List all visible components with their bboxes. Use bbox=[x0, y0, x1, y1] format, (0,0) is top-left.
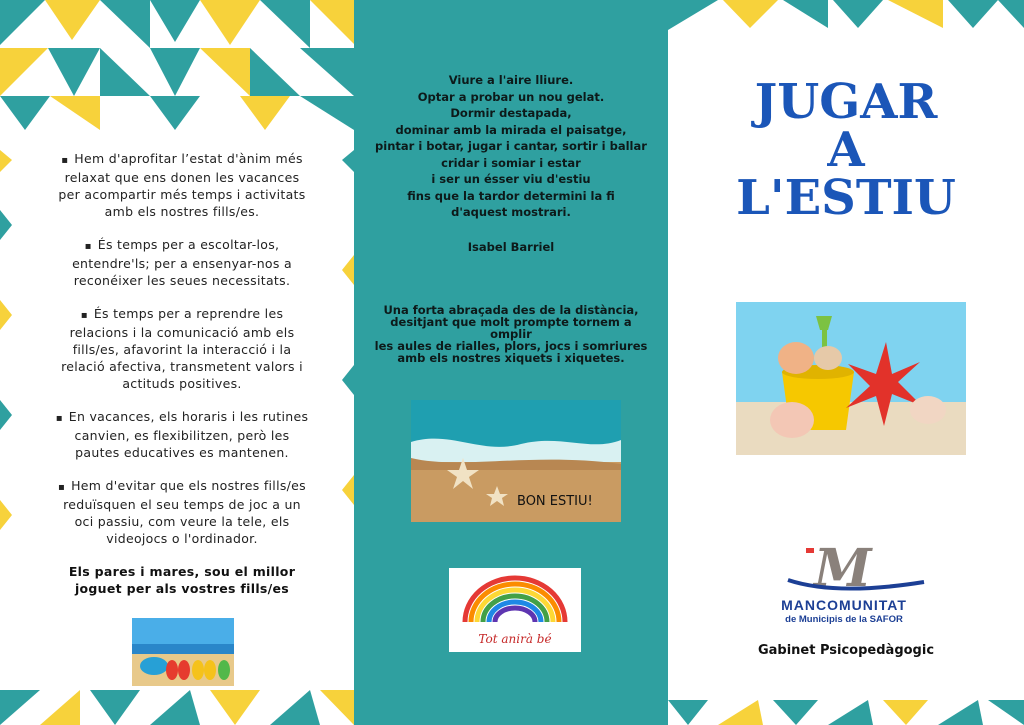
rainbow-image bbox=[449, 568, 581, 652]
beach-toys-image bbox=[736, 302, 966, 455]
poem: Viure a l'aire lliure. Optar a probar un nou gelat. Dormir destapada, dominar amb la mirada el paisatge, pintar i botar, jugar i cantar, sortir i ballar cridar i somiar i estar i ser un ésser viu d'estiu fins que la tardor determini la fi d'aquest mostrari. bbox=[375, 73, 647, 219]
svg-text:M: M bbox=[814, 540, 872, 599]
rainbow-caption: Tot anirà bé bbox=[478, 632, 552, 646]
left-content-card bbox=[12, 130, 342, 690]
advice-item: ▪ Hem d'evitar que els nostres fills/es reduïsquen el seu temps de joc a un oci passiu, com veure la tele, els videojocs o l'ordinador. bbox=[58, 478, 306, 546]
advice-item: ▪ Hem d'aprofitar l’estat d'ànim més relaxat que ens donen les vacances per acompartir més temps i activitats amb els nostres fills/es. bbox=[58, 151, 306, 219]
beach-flip-flops-image bbox=[132, 618, 234, 686]
advice-item: ▪ En vacances, els horaris i les rutines canvien, es flexibilitzen, però les pautes educatives es mantenen. bbox=[55, 409, 309, 460]
advice-list bbox=[54, 150, 310, 597]
advice-item: ▪ És temps per a escoltar-los, entendre'ls; per a ensenyar-nos a reconéixer les seues necessitats. bbox=[72, 237, 292, 288]
logo-subtitle: de Municipis de la SAFOR bbox=[785, 614, 903, 625]
poem-author: Isabel Barriel bbox=[467, 240, 555, 254]
left-panel bbox=[0, 0, 354, 725]
mancomunitat-logo bbox=[754, 540, 934, 630]
right-panel bbox=[668, 0, 1024, 725]
beach-caption: BON ESTIU! bbox=[517, 494, 593, 509]
page-title: JUGAR A L'ESTIU bbox=[736, 74, 956, 226]
closing-message: Els pares i mares, sou el millor joguet per als vostres fills/es bbox=[68, 564, 296, 596]
farewell-message: Una forta abraçada des de la distància, desitjant que molt prompte tornem a omplir les aules de rialles, plors, jocs i somriures amb els nostres xiquets i xiquetes. bbox=[374, 303, 648, 365]
logo-name: MANCOMUNITAT bbox=[781, 597, 907, 613]
middle-panel bbox=[354, 0, 668, 725]
department-name: Gabinet Psicopedàgogic bbox=[757, 643, 935, 658]
advice-item: ▪ És temps per a reprendre les relacions i la comunicació amb els fills/es, afavorint la interacció i la relació afectiva, transmetent valors i actituds positives. bbox=[61, 306, 303, 391]
beach-starfish-image bbox=[411, 400, 621, 522]
